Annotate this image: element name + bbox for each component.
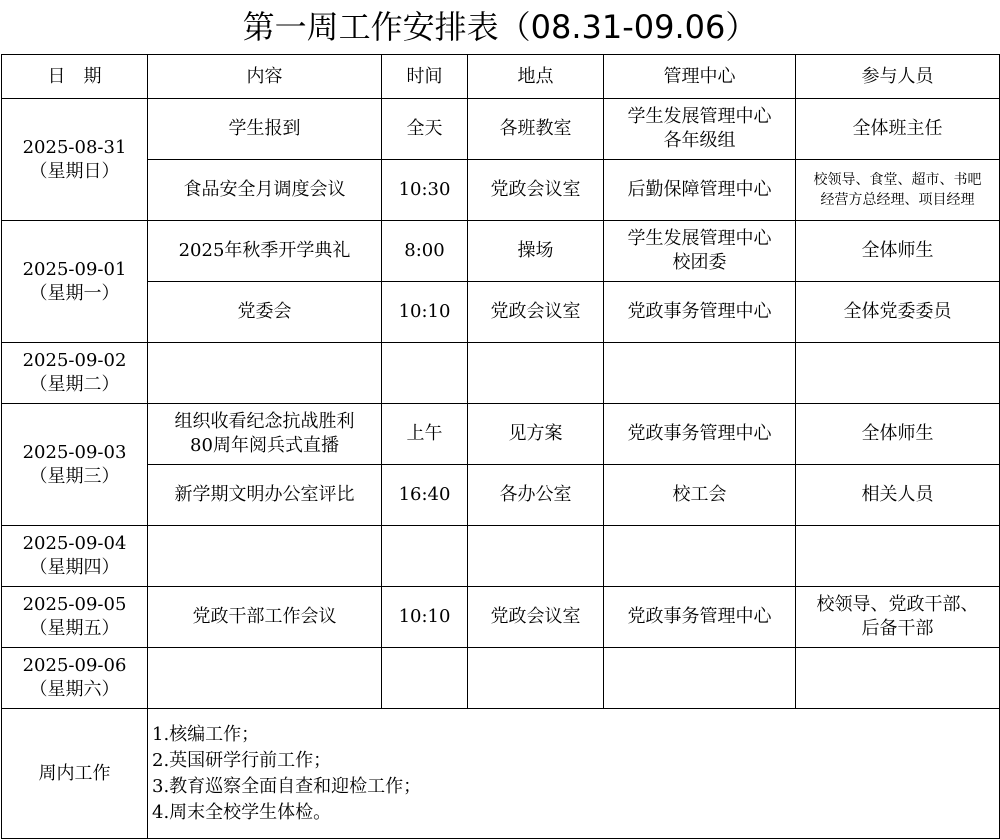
cell-line: 全体师生 xyxy=(861,240,934,261)
date-text: 2025-09-01 xyxy=(22,258,127,280)
dept-cell xyxy=(604,99,796,160)
cell-line: 校领导、食堂、超市、书吧 xyxy=(813,172,982,188)
time-cell: 16:40 xyxy=(382,465,468,526)
header-date: 日 期 xyxy=(2,55,148,99)
table-row xyxy=(2,282,1000,343)
table-row xyxy=(2,221,1000,282)
cell-line: 全体党委委员 xyxy=(843,301,952,322)
weekday-text: （星期四） xyxy=(29,557,120,578)
place-cell xyxy=(468,343,604,404)
date-text: 2025-09-06 xyxy=(22,655,127,676)
date-cell xyxy=(2,587,148,648)
date-cell xyxy=(2,343,148,404)
date-text: 2025-09-05 xyxy=(22,594,127,615)
date-cell xyxy=(2,99,148,221)
dept-cell xyxy=(604,526,796,587)
date-text: 2025-08-31 xyxy=(22,136,127,158)
place-cell: 见方案 xyxy=(468,404,604,465)
weekly-row xyxy=(2,709,1000,839)
time-cell: 10:30 xyxy=(382,160,468,221)
dept-cell xyxy=(604,587,796,648)
cell-line: 校领导、党政干部、 xyxy=(816,594,979,615)
time-cell: 10:10 xyxy=(382,587,468,648)
cell-line: 全体师生 xyxy=(861,423,934,444)
time-cell: 上午 xyxy=(382,404,468,465)
cell-line: 各年级组 xyxy=(663,130,736,151)
place-cell: 党政会议室 xyxy=(468,587,604,648)
content-cell xyxy=(148,587,382,648)
table-row xyxy=(2,99,1000,160)
people-cell xyxy=(796,221,1000,282)
weekday-text: （星期五） xyxy=(29,618,120,639)
cell-line: 2025年秋季开学典礼 xyxy=(178,240,351,261)
cell-line: 学生发展管理中心 xyxy=(627,228,772,249)
people-cell xyxy=(796,526,1000,587)
table-row xyxy=(2,465,1000,526)
page-title: 第一周工作安排表（08.31-09.06） xyxy=(242,8,758,46)
time-cell xyxy=(382,648,468,709)
dept-cell xyxy=(604,404,796,465)
people-cell xyxy=(796,648,1000,709)
date-text: 2025-09-03 xyxy=(22,441,127,463)
weekly-item: 4.周末全校学生体检。 xyxy=(152,801,332,823)
place-cell: 党政会议室 xyxy=(468,282,604,343)
cell-line: 党委会 xyxy=(237,301,292,322)
cell-line: 食品安全月调度会议 xyxy=(183,179,346,200)
table-row xyxy=(2,404,1000,465)
schedule-table xyxy=(1,54,1000,839)
header-time: 时间 xyxy=(382,55,468,99)
content-cell xyxy=(148,282,382,343)
cell-line: 经营方总经理、项目经理 xyxy=(820,192,975,208)
dept-cell xyxy=(604,343,796,404)
date-cell xyxy=(2,526,148,587)
weekday-text: （星期六） xyxy=(29,679,120,700)
weekday-text: （星期二） xyxy=(29,374,120,395)
header-content: 内容 xyxy=(148,55,382,99)
dept-cell xyxy=(604,160,796,221)
people-cell xyxy=(796,587,1000,648)
weekly-content xyxy=(148,709,1000,839)
content-cell xyxy=(148,221,382,282)
people-cell xyxy=(796,99,1000,160)
table-row xyxy=(2,648,1000,709)
people-cell xyxy=(796,465,1000,526)
weekday-text: （星期一） xyxy=(29,282,120,304)
time-cell: 8:00 xyxy=(382,221,468,282)
weekly-item: 3.教育巡察全面自查和迎检工作； xyxy=(152,775,422,797)
header-row xyxy=(2,55,1000,99)
time-cell xyxy=(382,343,468,404)
cell-line: 党政干部工作会议 xyxy=(192,606,337,627)
header-people: 参与人员 xyxy=(796,55,1000,99)
content-cell xyxy=(148,465,382,526)
people-cell xyxy=(796,343,1000,404)
date-text: 2025-09-04 xyxy=(22,533,127,554)
time-cell: 全天 xyxy=(382,99,468,160)
dept-cell xyxy=(604,648,796,709)
cell-line: 相关人员 xyxy=(861,484,934,505)
header-place: 地点 xyxy=(468,55,604,99)
header-dept: 管理中心 xyxy=(604,55,796,99)
cell-line: 校团委 xyxy=(672,252,727,273)
cell-line: 学生报到 xyxy=(228,118,301,139)
people-cell xyxy=(796,160,1000,221)
table-row xyxy=(2,526,1000,587)
time-cell xyxy=(382,526,468,587)
cell-line: 新学期文明办公室评比 xyxy=(174,484,355,505)
cell-line: 组织收看纪念抗战胜利 xyxy=(174,411,355,432)
table-row xyxy=(2,160,1000,221)
content-cell xyxy=(148,648,382,709)
cell-line: 校工会 xyxy=(672,484,727,505)
place-cell: 各办公室 xyxy=(468,465,604,526)
content-cell xyxy=(148,99,382,160)
date-cell xyxy=(2,648,148,709)
people-cell xyxy=(796,282,1000,343)
dept-cell xyxy=(604,282,796,343)
place-cell: 党政会议室 xyxy=(468,160,604,221)
cell-line: 后勤保障管理中心 xyxy=(627,179,772,200)
cell-line: 全体班主任 xyxy=(852,118,943,139)
schedule-body xyxy=(2,99,1000,839)
weekday-text: （星期三） xyxy=(29,465,120,487)
people-cell xyxy=(796,404,1000,465)
place-cell xyxy=(468,526,604,587)
weekly-item: 1.核编工作； xyxy=(152,723,260,745)
content-cell xyxy=(148,404,382,465)
content-cell xyxy=(148,526,382,587)
table-row xyxy=(2,343,1000,404)
cell-line: 党政事务管理中心 xyxy=(627,423,772,444)
cell-line: 后备干部 xyxy=(861,618,934,639)
weekly-label: 周内工作 xyxy=(2,709,148,839)
dept-cell xyxy=(604,465,796,526)
place-cell: 操场 xyxy=(468,221,604,282)
dept-cell xyxy=(604,221,796,282)
date-cell xyxy=(2,404,148,526)
content-cell xyxy=(148,343,382,404)
cell-line: 党政事务管理中心 xyxy=(627,606,772,627)
time-cell: 10:10 xyxy=(382,282,468,343)
weekday-text: （星期日） xyxy=(29,160,120,182)
cell-line: 80周年阅兵式直播 xyxy=(190,435,339,456)
place-cell xyxy=(468,648,604,709)
place-cell: 各班教室 xyxy=(468,99,604,160)
cell-line: 学生发展管理中心 xyxy=(627,106,772,127)
content-cell xyxy=(148,160,382,221)
date-text: 2025-09-02 xyxy=(22,350,127,371)
cell-line: 党政事务管理中心 xyxy=(627,301,772,322)
table-row xyxy=(2,587,1000,648)
date-cell xyxy=(2,221,148,343)
weekly-item: 2.英国研学行前工作； xyxy=(152,749,332,771)
